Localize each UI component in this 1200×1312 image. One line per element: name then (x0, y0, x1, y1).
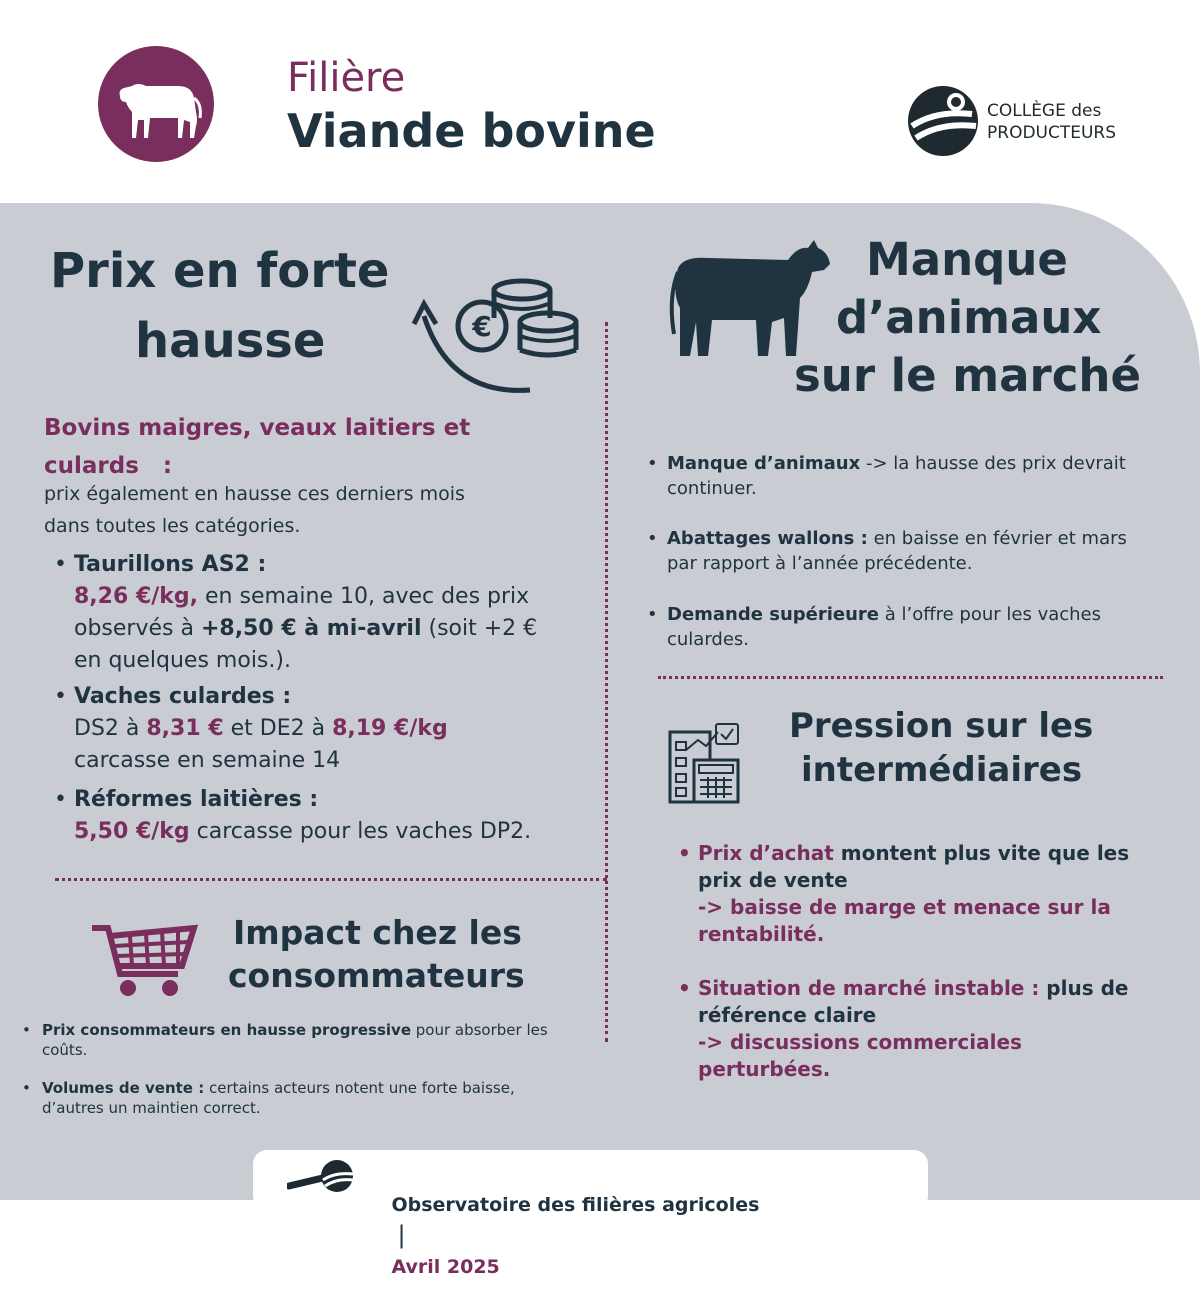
left-divider (55, 878, 607, 881)
vaches-culardes-item (74, 681, 448, 777)
pression-b2-a: Situation de marché instable : (698, 976, 1040, 1000)
reformes-title: • Réformes laitières : (74, 787, 319, 812)
taurillons-mi-avril: +8,50 € à mi-avril (200, 616, 422, 641)
pression-b1-a: Prix d’achat (698, 841, 834, 865)
college-logo-icon (906, 84, 980, 158)
cow-silhouette-icon (668, 238, 834, 360)
footer-separator: | (397, 1221, 406, 1249)
pression-b2-b: plus de (1039, 976, 1129, 1000)
vaches-culardes-title: • Vaches culardes : (74, 684, 292, 709)
manque-b1-l2: continuer. (667, 478, 757, 499)
manque-b2-rest: en baisse en février et mars (867, 528, 1127, 549)
pression-title-line-1: Pression sur les (789, 706, 1094, 746)
pression-b1-l4: rentabilité. (698, 922, 825, 946)
cow-badge-icon (98, 46, 214, 162)
manque-b3-rest: à l’offre pour les vaches (879, 604, 1102, 625)
vaches-culardes-text: carcasse en semaine 14 (74, 748, 341, 773)
ds2-label: DS2 à (74, 716, 147, 741)
impact-b2-rest: certains acteurs notent une forte baisse, (204, 1079, 515, 1097)
taurillons-text-3: (soit +2 € (421, 616, 538, 641)
manque-b1-bold: Manque d’animaux (667, 453, 861, 474)
svg-text:€: € (472, 310, 492, 343)
calculator-chart-icon (666, 722, 742, 806)
impact-title-line-1: Impact chez les (233, 913, 522, 952)
impact-b1-bold: Prix consommateurs en hausse progressive (42, 1021, 411, 1039)
taurillons-text-2: observés à (74, 616, 201, 641)
impact-bullet-1 (42, 1020, 548, 1060)
prix-desc-line-1: prix également en hausse ces derniers mois (44, 483, 465, 505)
prix-title-line-2: hausse (135, 313, 326, 369)
taurillons-price: 8,26 €/kg, (74, 584, 199, 609)
manque-title-line-3: sur le marché (794, 349, 1141, 402)
manque-title-line-1: Manque (866, 233, 1068, 286)
title-line-1: Filière (287, 55, 406, 101)
pression-b2-l4: perturbées. (698, 1057, 831, 1081)
page-title: Viande bovine (287, 104, 656, 158)
right-divider (658, 676, 1163, 679)
manque-title-line-2: d’animaux (836, 291, 1102, 344)
manque-b1-rest: -> la hausse des prix devrait (860, 453, 1126, 474)
taurillons-item (74, 549, 537, 677)
logo-text-line-1: COLLÈGE des (987, 101, 1102, 121)
taurillons-text-1: en semaine 10, avec des prix (198, 584, 530, 609)
de2-label: et DE2 à (223, 716, 333, 741)
pression-title-line-2: intermédiaires (801, 750, 1083, 790)
pression-b1-b: montent plus vite que les (833, 841, 1130, 865)
coins-arrow-icon (410, 278, 585, 398)
vertical-divider (605, 322, 608, 1042)
manque-bullet-2 (667, 526, 1127, 576)
pression-bullet-2 (698, 975, 1128, 1083)
manque-b3-l2: culardes. (667, 629, 750, 650)
manque-b3-bold: Demande supérieure (667, 604, 880, 625)
manque-bullet-1 (667, 451, 1126, 501)
reformes-text: carcasse pour les vaches DP2. (189, 819, 532, 844)
impact-b1-l2: coûts. (42, 1041, 88, 1059)
pression-b1-l2: prix de vente (698, 868, 848, 892)
manque-b2-bold: Abattages wallons : (667, 528, 868, 549)
reformes-item (74, 784, 531, 848)
footer-date: Avril 2025 (391, 1256, 500, 1278)
pression-b2-l3: -> discussions commerciales (698, 1030, 1022, 1054)
manque-b2-l2: par rapport à l’année précédente. (667, 553, 973, 574)
prix-subtitle-line-1: Bovins maigres, veaux laitiers et (44, 415, 471, 441)
impact-b1-rest: pour absorber les (411, 1021, 548, 1039)
prix-subtitle-line-2: culards : (44, 453, 173, 479)
reformes-price: 5,50 €/kg (74, 819, 190, 844)
pression-b2-l2: référence claire (698, 1003, 877, 1027)
logo-text-line-2: PRODUCTEURS (987, 123, 1117, 143)
footer-bar (253, 1150, 928, 1278)
taurillons-title: • Taurillons AS2 : (74, 552, 267, 577)
impact-b2-bold: Volumes de vente : (42, 1079, 205, 1097)
prix-desc-line-2: dans toutes les catégories. (44, 515, 301, 537)
de2-price: 8,19 €/kg (332, 716, 448, 741)
impact-title-line-2: consommateurs (228, 956, 525, 995)
prix-title-line-1: Prix en forte (50, 243, 390, 299)
footer-logo-icon (287, 1158, 355, 1194)
shopping-cart-icon (90, 918, 200, 1000)
footer-label: Observatoire des filières agricoles (391, 1194, 760, 1216)
pression-bullet-1 (698, 840, 1129, 948)
impact-bullet-2 (42, 1078, 515, 1118)
impact-b2-l2: d’autres un maintien correct. (42, 1099, 261, 1117)
ds2-price: 8,31 € (146, 716, 224, 741)
taurillons-text-4: en quelques mois.). (74, 648, 291, 673)
pression-b1-l3: -> baisse de marge et menace sur la (698, 895, 1111, 919)
manque-bullet-3 (667, 602, 1101, 652)
